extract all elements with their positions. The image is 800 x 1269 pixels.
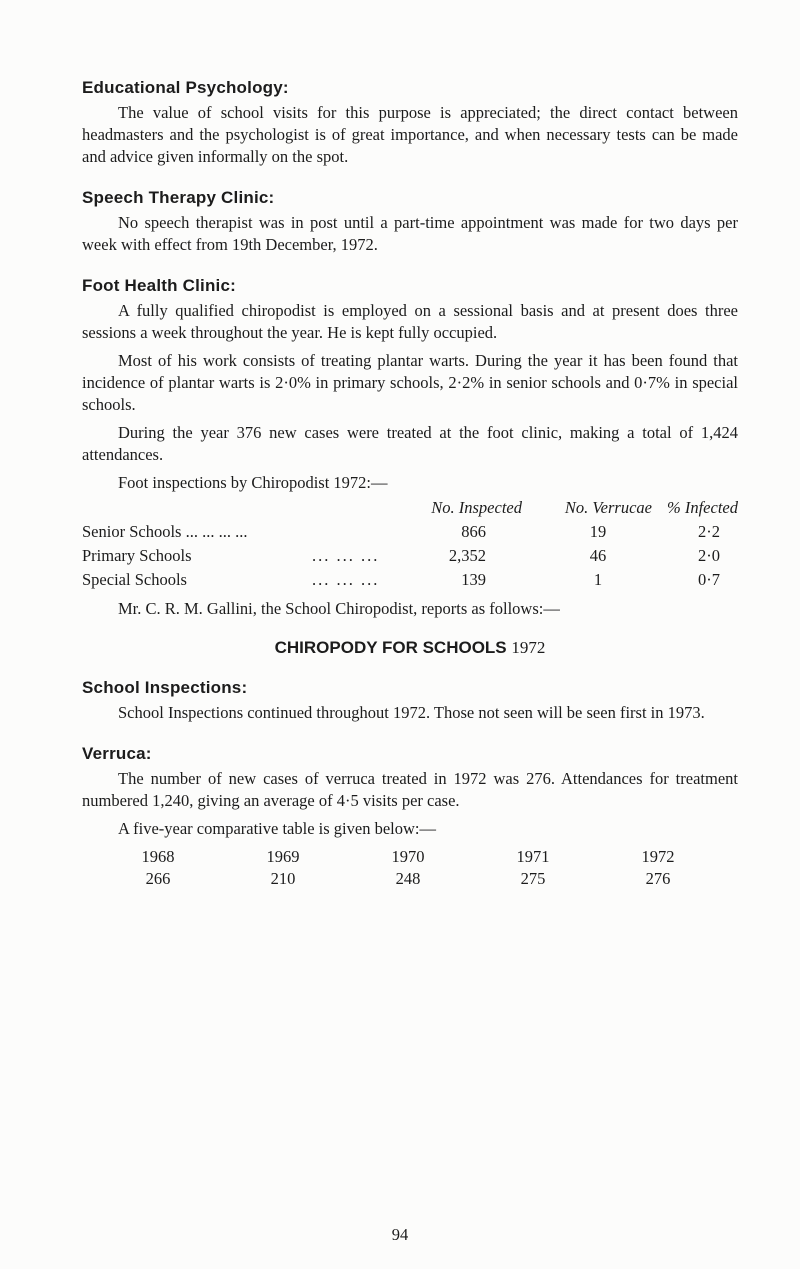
verrucae-cell: 19 [589, 522, 607, 541]
count-cell: 248 [395, 869, 421, 888]
table-row [82, 520, 738, 544]
column-header-verrucae: No. Verrucae [564, 498, 652, 517]
leader-dots: ... ... ... [312, 570, 380, 589]
verruca-paragraph-1: The number of new cases of verruca treated in 1972 was 276. Attendances for treatment numbered 1,240, giving an average of 4·5 visits per case. [82, 769, 738, 810]
column-header-inspected: No. Inspected [431, 498, 522, 517]
inspected-cell: 2,352 [448, 546, 486, 565]
foot-health-paragraph-3: During the year 376 new cases were treated at the foot clinic, making a total of 1,424 attendances. [82, 423, 738, 464]
school-inspections-heading: School Inspections: [82, 678, 248, 697]
foot-health-section [82, 276, 738, 620]
chiropodist-report-intro: Mr. C. R. M. Gallini, the School Chiropodist, reports as follows:— [118, 599, 560, 618]
row-label: Senior Schools ... ... ... ... [82, 522, 248, 541]
educational-psychology-heading: Educational Psychology: [82, 78, 289, 97]
verrucae-cell: 46 [589, 546, 607, 565]
foot-health-paragraph-1: A fully qualified chiropodist is employed on a sessional basis and at present does three sessions a week throughout the year. He is kept fully occupied. [82, 301, 738, 342]
infected-cell: 2·0 [698, 546, 720, 565]
row-label: Primary Schools [82, 546, 192, 565]
foot-health-heading: Foot Health Clinic: [82, 276, 236, 295]
table-header-row [82, 496, 738, 520]
row-label: Special Schools [82, 570, 187, 589]
year-cell: 1969 [266, 847, 300, 866]
verruca-section [82, 744, 738, 890]
count-cell: 266 [145, 869, 171, 888]
inspected-cell: 139 [461, 570, 486, 589]
school-inspections-section [82, 678, 738, 724]
comparative-counts-row [128, 868, 688, 890]
foot-health-paragraph-2: Most of his work consists of treating plantar warts. During the year it has been found that incidence of plantar warts is 2·0% in primary schools, 2·2% in senior schools and 0·7% in special schools. [82, 351, 738, 414]
educational-psychology-paragraph: The value of school visits for this purpose is appreciated; the direct contact between headmasters and the psychologist is of great importance, and when necessary tests can be made and advice given informally on the spot. [82, 103, 738, 166]
table-row [82, 544, 738, 568]
inspected-cell: 866 [461, 522, 486, 541]
infected-cell: 0·7 [698, 570, 720, 589]
year-cell: 1972 [641, 847, 675, 866]
page-content [82, 78, 738, 910]
verruca-heading: Verruca: [82, 744, 152, 763]
count-cell: 276 [645, 869, 671, 888]
verruca-paragraph-2: A five-year comparative table is given below:— [118, 819, 436, 838]
speech-therapy-paragraph: No speech therapist was in post until a part-time appointment was made for two days per week with effect from 19th December, 1972. [82, 213, 738, 254]
count-cell: 210 [270, 869, 296, 888]
speech-therapy-section [82, 188, 738, 256]
leader-dots: ... ... ... [312, 546, 380, 565]
verrucae-cell: 1 [593, 570, 603, 589]
foot-inspections-table [82, 496, 738, 592]
count-cell: 275 [520, 869, 546, 888]
foot-inspections-intro: Foot inspections by Chiropodist 1972:— [118, 473, 388, 492]
table-row [82, 568, 738, 592]
year-cell: 1968 [141, 847, 175, 866]
educational-psychology-section [82, 78, 738, 168]
infected-cell: 2·2 [698, 522, 720, 541]
speech-therapy-heading: Speech Therapy Clinic: [82, 188, 275, 207]
chiropody-title: CHIROPODY FOR SCHOOLS 1972 [274, 638, 546, 657]
school-inspections-paragraph: School Inspections continued throughout 1972. Those not seen will be seen first in 1973. [118, 703, 705, 722]
column-header-infected: % Infected [666, 498, 738, 517]
page-number: 94 [391, 1225, 409, 1244]
year-cell: 1970 [391, 847, 425, 866]
comparative-years-row [128, 846, 688, 868]
year-cell: 1971 [516, 847, 550, 866]
